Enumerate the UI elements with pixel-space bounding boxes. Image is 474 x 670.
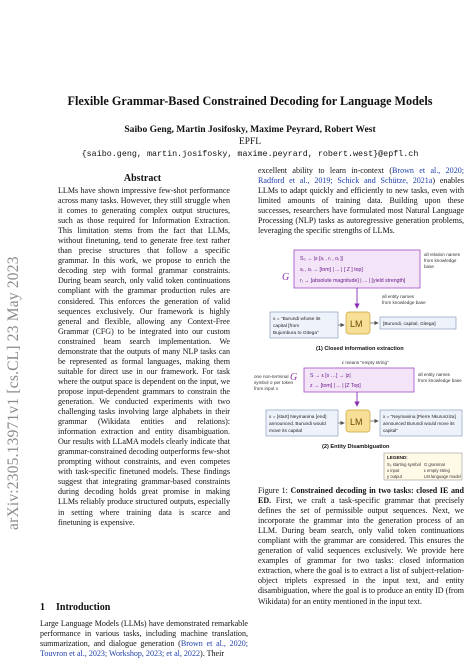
ed-output-3: capital" [383,428,398,433]
abstract-heading: Abstract [123,173,162,184]
legend-item: x input [387,468,400,473]
grammar-rule-1: S₀ → |s [sᵢ , rᵢ , oᵢ ]| [300,256,344,262]
grammar-rule-2: sᵢ , oᵢ → [tom] | ... | [ Z ] top] [300,267,363,273]
ed-input-1: x = [start] Neymanina [end] [269,415,327,420]
arxiv-identifier [3,150,25,530]
intro-citation[interactable]: Brown et al., 2020; Touvron et al., 2023; Workshop, 2023; et al, 2022 [40,639,248,658]
figure-diagram [252,246,466,482]
note-empty-string: ε means "empty string" [342,360,389,365]
note-relations-2: from knowledge base [382,300,426,305]
note-nonterminal-3: from input x [254,386,278,391]
legend-item: LM language model [424,474,461,479]
caption-bold: Constrained decoding in two tasks: closed IE and ED. [258,486,464,506]
right-text-1: excellent ability to learn in-context ( [258,166,393,175]
author-list: Saibo Geng, Martin Josifosky, Maxime Peyrard, Robert West [124,124,376,135]
lm-label-ie: LM [350,319,363,329]
ed-input-3: move its capital [269,429,303,434]
introduction-heading [40,602,110,613]
section-title: Introduction [56,602,111,613]
caption-label: Figure 1: [258,486,288,495]
note-relations: all entity names [382,294,414,299]
legend-item: y output [387,474,402,479]
right-column-text [258,166,464,236]
intro-text-1: Large Language Models (LLMs) have demonstrated remarkable performance in various tasks, including machine translation, summarization, and dialogue generation ( [40,619,248,648]
panel-2-caption: (2) Entity Disambiguation [322,444,390,450]
abstract-body: LLMs have shown impressive few-shot performance across many tasks. However, they still struggle when it comes to generating complex output structures, such as those required for Information Extraction. This limitation stems from the fact that LLMs, without finetuning, tend to generate free text rather than precise structures that follow a specific grammar. In this work, we propose to enrich the decoding step with formal grammar constraints. During beam search, only valid token continuations compliant with the grammar production rules are considered. This enforces the generation of valid sequences exclusively. Our framework is highly general and flexible, allowing any Context-Free Grammar (CFG) to be integrated into our custom constrained beam search implementation. We demonstrate that the outputs of many NLP tasks can be represented as formal languages, making them suitable for direct use in our framework. For task where the output space is dependent on the input, we propose input-dependent grammars to constrain the generation. We conducted experiments with two challenging tasks involving large alphabets in their grammar (Wikidata entities and relations): information extraction and entity disambiguation. Our results with LLaMA models clearly indicate that grammar-constrained decoding outperforms few-shot prompting without constraints, and even competes with task-specific finetuned models. These findings suggest that integrating grammar-based constraints during decoding holds great promise in making LLMs reliably produce structured outputs, especially in setting where training data is scarce and finetuning is expensive. [58,186,230,527]
note-ed-entities-2: from knowledge base [418,378,462,383]
ie-output: [Burundi, capital, Gitega] [383,322,436,327]
figure-caption [258,486,464,607]
ed-input-2: announced. Burundi would [269,422,326,427]
caption-text: First, we craft a task-specific grammar that precisely defines the set of permissible output sequences. Next, we incorporate the grammar into the generation process of an LLM. During beam search, only valid token continuations compliant with the grammar are considered. This ensures the generation of valid sequences exclusively. We provide here examples of grammar for two tasks: closed information extraction, where the goal is to extract a list of subject-relation-object triplets expressed in the input text, and entity disambiguation, where the goal is to produce an entity ID (from Wikidata) for an entity mentioned in the input text. [258,496,464,606]
section-number: 1 [40,602,45,613]
figure-1 [252,246,466,482]
right-citation[interactable]: Brown et al., 2020; Radford et al., 2019; Schick and Schütze, 2021a [258,166,464,186]
note-nonterminal-1: one non-terminal [254,374,289,379]
lm-label-ed: LM [350,417,363,427]
grammar-rule-3: rᵢ → [absolute magnitude] | ... | [yield strength] [300,278,406,284]
note-ed-entities-1: all entity names [418,372,450,377]
ed-grammar-rule-2: z → [tom] | ... | [Z Top] [310,383,361,389]
arxiv-id-text: arXiv:2305.13971v1 [cs.CL] 23 May 2023 [5,256,22,530]
note-entities-3: base [424,264,434,269]
intro-text-2: ). Their [200,649,224,658]
ie-input-2: capital [from [273,324,300,329]
legend-item: S₀ starting symbol [387,462,421,467]
ed-output-1: x = "Neymanina [Pierre Nkurunziza] [383,414,456,419]
legend-item: ε empty string [424,468,450,473]
panel-1-caption: (1) Closed information extraction [316,346,404,352]
note-entities-2: from knowledge [424,258,457,263]
affiliation: EPFL [239,137,261,147]
legend-item: G grammar [424,462,446,467]
ed-output-2: announced Burundi would move its [383,421,455,426]
ed-grammar-rule-1: S → ε [x …] → |z| [310,373,351,379]
author-emails: {saibo.geng, martin.josifosky, maxime.peyrard, robert.west}@epfl.ch [81,149,419,159]
introduction-body [40,619,248,659]
legend-title: LEGEND: [387,455,408,460]
ie-input-3: Bujumbura to Gitega" [273,331,319,336]
paper-title: Flexible Grammar-Based Constrained Decoding for Language Models [67,94,433,108]
right-text-2: ) enables LLMs to adapt quickly and efficiently to new tasks, even with limited amounts of training data. Building upon these successes, researchers have formulated most Natural Language Processing (NLP) tasks as autoregressive generation problems, leveraging the specific strengths of LLMs. [258,176,464,236]
ie-input-1: x = "Burundi whose its [273,317,321,322]
note-entities: all relation names [424,252,461,257]
ed-grammar-symbol-g: G [290,372,298,383]
note-nonterminal-2: symbol σ per token [254,380,294,385]
grammar-symbol-g: G [282,272,290,283]
